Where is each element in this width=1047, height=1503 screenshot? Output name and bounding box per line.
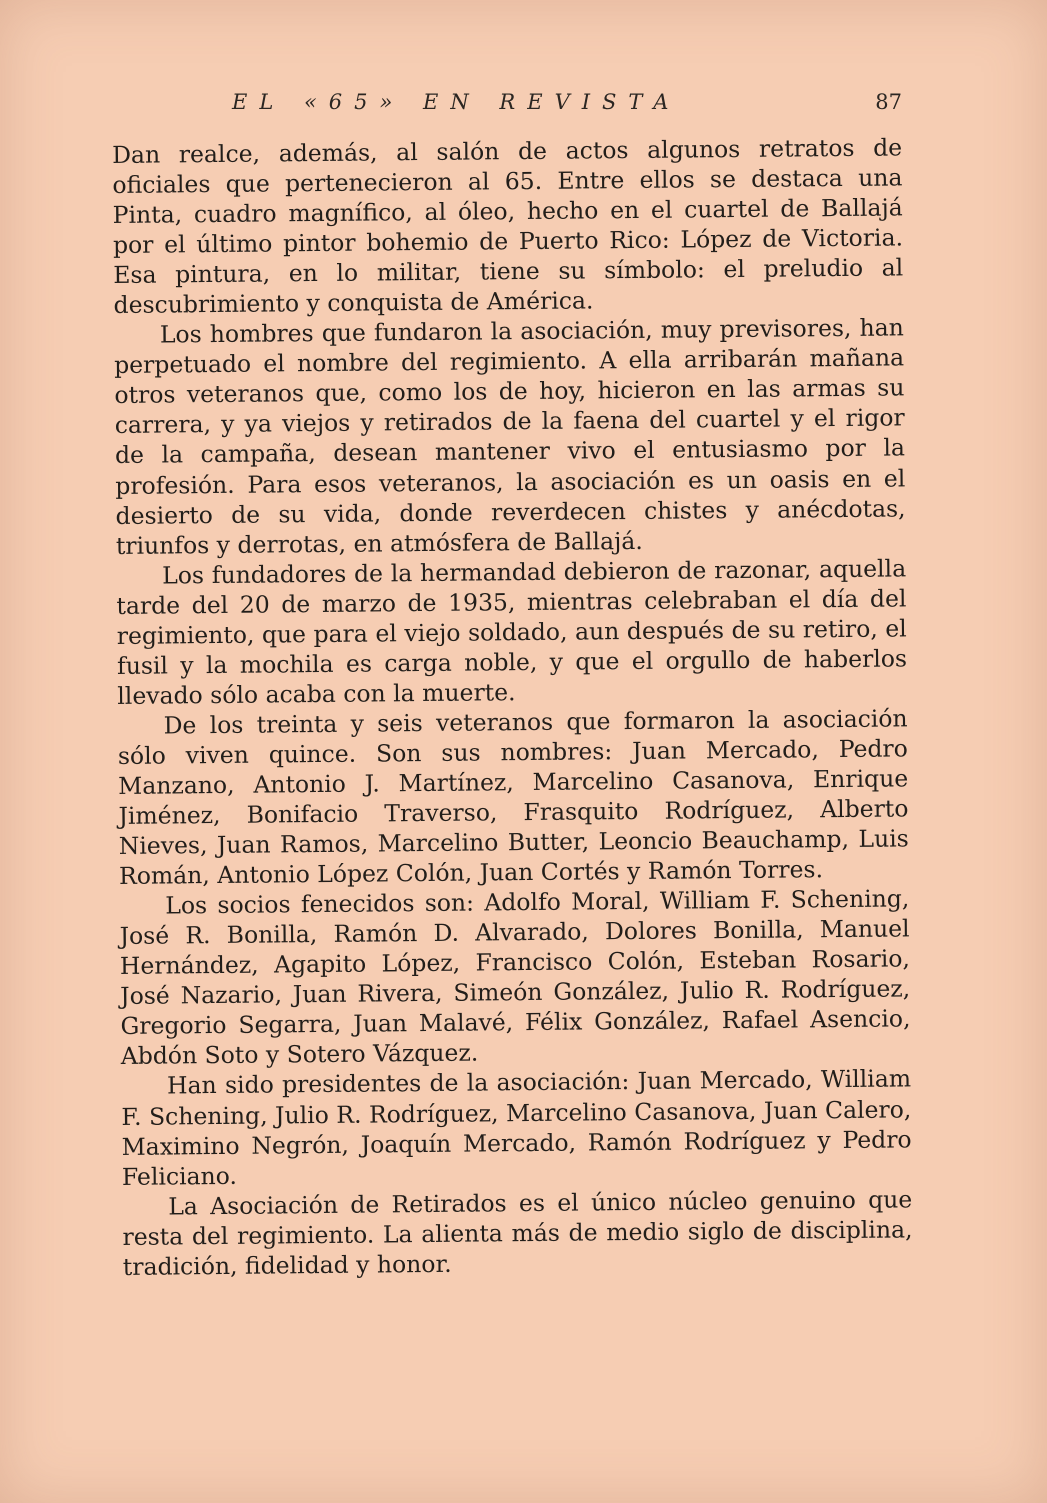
body-text bbox=[112, 132, 913, 1281]
page-number: 87 bbox=[875, 90, 902, 114]
paragraph: Han sido presidentes de la asociación: Juan Mercado, William F. Schening, Julio R. Rodríguez, Marcelino Casanova, Juan Calero, Maximino Negrón, Joaquín Mercado, Ramón Rodríguez y Pedro Feliciano. bbox=[121, 1064, 912, 1191]
running-head bbox=[232, 90, 902, 114]
paragraph: Los hombres que fundaron la asociación, muy previsores, han perpetuado el nombre del regimiento. A ella arribarán mañana otros veteranos que, como los de hoy, hicieron en las armas su carrera, y ya viejos y retirados de la faena del cuartel y el rigor de la campaña, desean mantener vivo el entusiasmo por la profesión. Para esos veteranos, la asociación es un oasis en el desierto de su vida, donde reverdecen chistes y anécdotas, triunfos y derrotas, en atmósfera de Ballajá. bbox=[114, 313, 906, 560]
paragraph: La Asociación de Retirados es el único núcleo genuino que resta del regimiento. La alienta más de medio siglo de disciplina, tradición, fidelidad y honor. bbox=[122, 1185, 913, 1281]
running-title: EL «65» EN REVISTA bbox=[232, 90, 681, 114]
paragraph: Dan realce, además, al salón de actos algunos retratos de oficiales que pertenecieron al 65. Entre ellos se destaca una Pinta, cuadro magnífico, al óleo, hecho en el cuartel de Ballajá por el último pintor bohemio de Puerto Rico: López de Victoria. Esa pintura, en lo militar, tiene su símbolo: el preludio al descubrimiento y conquista de América. bbox=[112, 133, 904, 320]
paragraph: De los treinta y seis veteranos que formaron la asociación sólo viven quince. Son sus nombres: Juan Mercado, Pedro Manzano, Antonio J. Martínez, Marcelino Casanova, Enrique Jiménez, Bonifacio Traverso, Frasquito Rodríguez, Alberto Nieves, Juan Ramos, Marcelino Butter, Leoncio Beauchamp, Luis Román, Antonio López Colón, Juan Cortés y Ramón Torres. bbox=[117, 704, 909, 891]
paragraph: Los socios fenecidos son: Adolfo Moral, William F. Schening, José R. Bonilla, Ramón D. Alvarado, Dolores Bonilla, Manuel Hernández, Agapito López, Francisco Colón, Esteban Rosario, José Nazario, Juan Rivera, Simeón González, Julio R. Rodríguez, Gregorio Segarra, Juan Malavé, Félix González, Rafael Asencio, Abdón Soto y Sotero Vázquez. bbox=[119, 884, 911, 1071]
paragraph: Los fundadores de la hermandad debieron de razonar, aquella tarde del 20 de marzo de 1935, mientras celebraban el día del regimiento, que para el viejo soldado, aun después de su retiro, el fusil y la mochila es carga noble, y que el orgullo de haberlos llevado sólo acaba con la muerte. bbox=[116, 554, 908, 710]
